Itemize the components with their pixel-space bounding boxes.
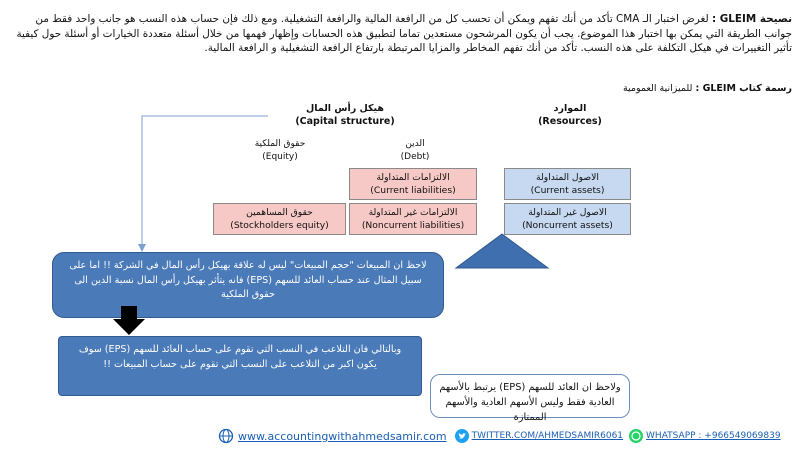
tip-body: لغرض اختبار الـ CMA تأكد من أنك تفهم ويمكن أن تحسب كل من الرافعة المالية والرافعة التشغيلية. ومع ذلك فإن حساب هذه النسب هو جانب واحد فقط من جوانب الطريقة التي يمكن بها اختبار هذا الموضوع. يجب أن يكون المرشحون مستعدين تماما لتطبيق هذه الحسابات وإظهار فهمها من خلال أسئلة متعددة الخيارات أو أسئلة حول كيفية تأثير التغييرات في هيكل التكلفة على هذه النسب. تأكد من أنك تفهم المخاطر والمزايا المرتبطة بارتفاع الرافعة التشغيلية و الرافعة المالية.: [16, 13, 792, 54]
balance-fulcrum: [452, 232, 552, 270]
debt-heading: [375, 138, 455, 164]
noncurrent-liabilities-ar: الالتزامات غير المتداولة: [368, 207, 458, 218]
resources-heading: [500, 102, 640, 128]
current-liabilities-ar: الالتزامات المتداولة: [376, 172, 450, 183]
noncurrent-assets-en: (Noncurrent assets): [522, 220, 613, 231]
noncurrent-assets-ar: الاصول غير المتداولة: [528, 207, 607, 218]
down-arrow-icon: [112, 306, 146, 336]
caption-label: رسمة كتاب GLEIM :: [695, 83, 792, 94]
twitter-icon: [455, 429, 469, 443]
stockholders-equity-en: (Stockholders equity): [230, 220, 329, 231]
figure-caption: [623, 83, 792, 94]
capital-structure-ar: هيكل رأس المال: [306, 103, 384, 114]
noncurrent-assets-box: [504, 203, 631, 235]
whatsapp-link[interactable]: WHATSAPP : +966549069839: [646, 431, 781, 441]
whatsapp-icon: [629, 429, 643, 443]
current-assets-en: (Current assets): [530, 185, 605, 196]
capital-structure-connector: [130, 110, 280, 255]
current-assets-ar: الاصول المتداولة: [536, 172, 599, 183]
current-liabilities-en: (Current liabilities): [370, 185, 456, 196]
first-callout-text: لاحظ ان المبيعات "حجم المبيعات" ليس له علاقة بهيكل رأس المال في الشركة !! اما على سبيل المثال عند حساب العائد للسهم (EPS) فانه يتأثر بهيكل رأس المال نسبة الدين الى حقوق الملكية: [69, 260, 427, 300]
tip-title: نصيحة GLEIM :: [711, 13, 792, 25]
note-text: ولاحظ ان العائد للسهم (EPS) يرتبط بالأسهم العادية فقط وليس الأسهم العادية والأسهم الممتازة: [439, 382, 621, 423]
equity-en: (Equity): [262, 152, 298, 162]
sales-capital-structure-callout: [52, 252, 444, 318]
second-callout-text: وبالتالي فان التلاعب في النسب التي تقوم على حساب العائد للسهم (EPS) سوف يكون اكبر من التلاعب على النسب التي تقوم على حساب المبيعات !!: [78, 344, 402, 370]
gleim-tip: [8, 12, 792, 56]
capital-structure-heading: [270, 102, 420, 128]
eps-manipulation-callout: [58, 336, 422, 396]
eps-common-shares-note: [430, 374, 630, 423]
website-link[interactable]: www.accountingwithahmedsamir.com: [238, 429, 447, 443]
current-assets-box: [504, 168, 631, 200]
equity-ar: حقوق الملكية: [254, 139, 306, 149]
caption-text: للميزانية العمومية: [622, 83, 693, 94]
resources-ar: الموارد: [553, 103, 587, 114]
resources-en: (Resources): [538, 116, 602, 127]
footer: [218, 428, 781, 444]
globe-icon: [218, 428, 234, 444]
noncurrent-liabilities-en: (Noncurrent liabilities): [361, 220, 465, 231]
stockholders-equity-ar: حقوق المساهمين: [246, 207, 313, 218]
noncurrent-liabilities-box: [349, 203, 477, 235]
capital-structure-en: (Capital structure): [295, 116, 395, 127]
current-liabilities-box: [349, 168, 477, 200]
debt-en: (Debt): [400, 152, 430, 162]
debt-ar: الدين: [405, 139, 425, 149]
twitter-link[interactable]: TWITTER.COM/AHMEDSAMIR6061: [471, 431, 624, 441]
